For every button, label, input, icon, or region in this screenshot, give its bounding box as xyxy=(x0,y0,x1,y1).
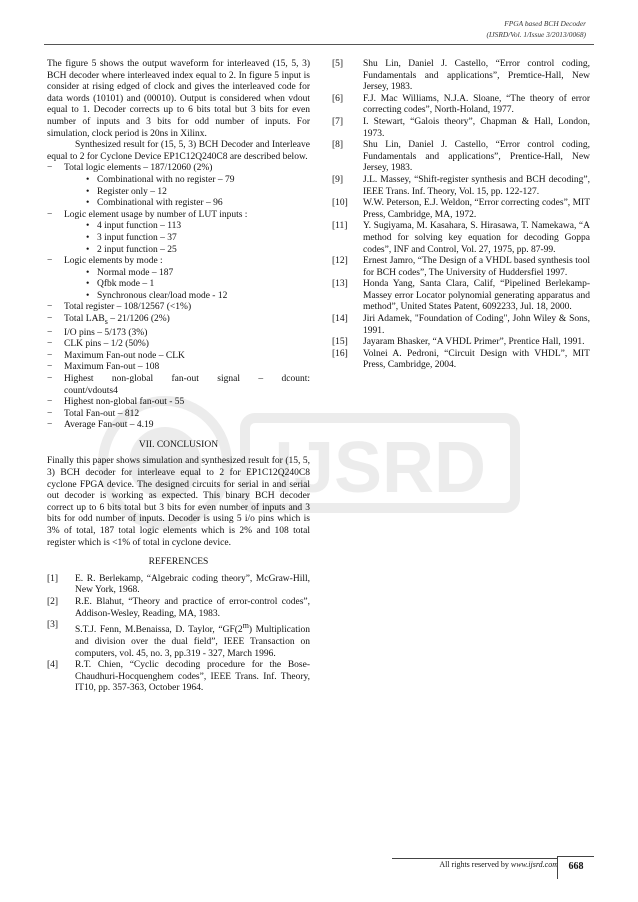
reference-number: [3] xyxy=(47,620,59,631)
reference-text: Shu Lin, Daniel J. Castello, “Error control coding, Fundamentals and applications”, Prentice-Hall, New Jersey, 1983. xyxy=(363,140,590,174)
reference-item xyxy=(47,597,310,620)
svg-text:IJSRD: IJSRD xyxy=(273,428,487,508)
result-item xyxy=(47,256,310,268)
dash-marker: − xyxy=(47,420,53,431)
reference-text xyxy=(75,621,310,659)
reference-item xyxy=(332,175,590,198)
bullet-marker: • xyxy=(86,221,90,232)
journal-website-link[interactable]: www.ijsrd.com xyxy=(510,860,558,869)
sub-result-item xyxy=(47,279,310,291)
result-text: Total logic elements – 187/12060 (2%) xyxy=(64,163,213,174)
dash-marker: − xyxy=(47,339,53,350)
reference-number: [9] xyxy=(332,174,344,185)
result-text: Total register – 108/12567 (<1%) xyxy=(64,302,192,313)
result-item xyxy=(47,163,310,175)
superscript-m: m xyxy=(242,621,249,631)
dash-marker: − xyxy=(47,350,53,361)
reference-text: Ernest Jamro, “The Design of a VHDL based synthesis tool for BCH codes”, The University of Huddersfiel 1997. xyxy=(363,256,590,278)
result-text: Highest non-global fan-out signal – dcount: xyxy=(64,373,310,384)
lut-subitems xyxy=(47,221,310,256)
conclusion-paragraph: Finally this paper shows simulation and synthesized result for (15, 5, 3) BCH decoder for interleave equal to 2 for EP1C12Q240C8 cyclone FPGA device. The designed circuits for serial in and serial out decoder is working as expected. This binary BCH decoder correct up to 6 bits total but 3 bits for even number of inputs and 3 bits for odd number of inputs. Decoder is using 5 i/o pins which is 3% of total, 187 total logic elements which is 2% and 108 total register which is <1% of total in cyclone device. xyxy=(47,456,310,548)
result-text: Total Fan-out – 812 xyxy=(64,408,140,419)
lab-value: – 21/1206 (2%) xyxy=(107,314,170,325)
bullet-marker: • xyxy=(86,174,90,185)
sub-result-text: 3 input function – 37 xyxy=(97,232,177,243)
references-list-continued xyxy=(332,59,590,372)
sub-result-text: Register only – 12 xyxy=(97,186,167,197)
reference-text: R.T. Chien, “Cyclic decoding procedure for the Bose-Chaudhuri-Hocquenghem codes”, IEEE Trans. Inf. Theory, IT10, pp. 357-363, October 1964. xyxy=(75,660,310,694)
bullet-marker: • xyxy=(86,290,90,301)
reference-item xyxy=(332,140,590,175)
reference-number: [12] xyxy=(332,256,348,267)
reference-text: Shu Lin, Daniel J. Castello, “Error control coding, Fundamentals and applications”, Premtice-Hall, New Jersey, 1983. xyxy=(363,59,590,93)
reference-item xyxy=(47,574,310,597)
references-heading: REFERENCES xyxy=(148,557,209,568)
bullet-marker: • xyxy=(86,198,90,209)
sub-result-item xyxy=(47,175,310,187)
sub-result-item xyxy=(47,198,310,210)
left-column xyxy=(47,59,310,695)
reference-text: F.J. Mac Williams, N.J.A. Sloane, “The theory of error correcting codes”, North-Holand, 1977. xyxy=(363,93,590,116)
sub-result-item xyxy=(47,221,310,233)
sub-result-text: Normal mode – 187 xyxy=(97,267,174,278)
result-item xyxy=(47,314,310,327)
sub-result-text: Combinational with register – 96 xyxy=(97,198,223,209)
reference-text: Jayaram Bhasker, “A VHDL Primer”, Prentice Hall, 1991. xyxy=(363,337,585,348)
reference-text: Jiri Adamek, "Foundation of Coding", John Wiley & Sons, 1991. xyxy=(363,314,590,336)
result-text: CLK pins – 1/2 (50%) xyxy=(64,339,149,350)
result-item xyxy=(47,397,310,409)
lab-subscript: s xyxy=(104,316,108,326)
dash-marker: − xyxy=(47,397,53,408)
result-item xyxy=(47,328,310,340)
reference-item xyxy=(47,620,310,660)
reference-text: Y. Sugiyama, M. Kasahara, S. Hirasawa, T. Namekawa, “A method for solving key equation for decoding Goppa codes”, INF and Control, Vol. 27, 1975, pp. 87-99. xyxy=(363,221,590,255)
reference-text: I. Stewart, “Galois theory”, Chapman & Hall, London, 1973. xyxy=(363,116,590,139)
reference-text: R.E. Blahut, “Theory and practice of error-control codes”, Addison-Wesley, Reading, MA, 1983. xyxy=(75,597,310,619)
dash-marker: − xyxy=(47,408,53,419)
result-item xyxy=(47,351,310,363)
result-text-continued: count/vdouts4 xyxy=(64,385,118,396)
reference-item xyxy=(47,660,310,695)
header-rule xyxy=(44,44,594,45)
reference-number: [7] xyxy=(332,116,344,127)
bullet-marker: • xyxy=(86,267,90,278)
synthesis-intro-paragraph: Synthesized result for (15, 5, 3) BCH Decoder and Interleave equal to 2 for Cyclone Device EP1C12Q240C8 are described below. xyxy=(47,140,310,162)
reference-item xyxy=(332,221,590,256)
lab-label: Total LAB xyxy=(64,314,105,325)
mode-subitems xyxy=(47,268,310,303)
sub-result-item xyxy=(47,233,310,245)
result-text: Maximum Fan-out – 108 xyxy=(64,362,160,373)
bullet-marker: • xyxy=(86,279,90,290)
reference-item xyxy=(332,314,590,337)
result-text: Logic element usage by number of LUT inputs : xyxy=(64,209,248,220)
conclusion-heading: VII. CONCLUSION xyxy=(138,439,219,450)
reference-number: [14] xyxy=(332,314,348,325)
reference-number: [4] xyxy=(47,660,59,671)
bullet-marker: • xyxy=(86,186,90,197)
reference-item xyxy=(332,279,590,314)
reference-text: Volnei A. Pedroni, “Circuit Design with VHDL”, MIT Press, Cambridge, 2004. xyxy=(363,348,590,371)
reference-number: [11] xyxy=(332,221,348,232)
reference-text-part: S.T.J. Fenn, M.Benaissa, D. Taylor, “GF(2 xyxy=(75,625,243,636)
footer-rights xyxy=(392,860,558,870)
reference-text: Honda Yang, Santa Clara, Calif, “Pipelined Berlekamp-Massey error Locator polynomial generating apparatus and method”, United States Patent, 6092233, Jul. 18, 2000. xyxy=(363,279,590,313)
result-item xyxy=(47,374,310,397)
sub-result-text: Qfbk mode – 1 xyxy=(97,279,155,290)
reference-item xyxy=(332,337,590,349)
running-header xyxy=(486,18,586,40)
reference-number: [15] xyxy=(332,337,348,348)
result-text: Logic elements by mode : xyxy=(64,256,163,267)
sub-result-text: 4 input function – 113 xyxy=(97,221,182,232)
dash-marker: − xyxy=(47,327,53,338)
result-item xyxy=(47,339,310,351)
result-text: Average Fan-out – 4.19 xyxy=(64,420,154,431)
reference-text-part: ) Multiplication and division over the dual field”, IEEE Transaction on computers, vol. 45, no. 3, pp.319 - 327, March 1996. xyxy=(75,625,310,659)
reference-number: [10] xyxy=(332,198,348,209)
result-text xyxy=(64,314,170,324)
header-volume: (IJSRD/Vol. 1/Issue 3/2013/0068) xyxy=(486,30,586,39)
waveform-paragraph: The figure 5 shows the output waveform for interleaved (15, 5, 3) BCH decoder where interleaved index equal to 2. In figure 5 input is consider at rising edged of clock and gives the interleaved code for data words (10101) and (00010). Output is considered when vdout equal to 1. Decoder corrects up to 6 bits total but 3 bits for even number of inputs and 3 bits for odd number of inputs. For simulation, clock period is 20ns in Xilinx. xyxy=(47,59,310,139)
result-item xyxy=(47,362,310,374)
dash-marker: − xyxy=(47,302,53,313)
result-text: Highest non-global fan-out - 55 xyxy=(64,397,185,408)
sub-result-text: Synchronous clear/load mode - 12 xyxy=(97,290,228,301)
dash-marker: − xyxy=(47,256,53,267)
reference-number: [1] xyxy=(47,573,59,584)
result-item xyxy=(47,302,310,314)
result-text: Maximum Fan-out node – CLK xyxy=(64,350,185,361)
result-item xyxy=(47,409,310,421)
sub-result-text: Combinational with no register – 79 xyxy=(97,174,235,185)
page-number: 668 xyxy=(557,856,594,879)
reference-item xyxy=(332,117,590,140)
sub-result-item xyxy=(47,245,310,257)
result-item xyxy=(47,420,310,432)
reference-number: [8] xyxy=(332,140,344,151)
reference-number: [2] xyxy=(47,597,59,608)
sub-result-text: 2 input function – 25 xyxy=(97,244,177,255)
footer-rule xyxy=(392,858,558,859)
reference-number: [13] xyxy=(332,279,348,290)
reference-number: [5] xyxy=(332,59,344,69)
reference-number: [6] xyxy=(332,93,344,104)
header-title: FPGA based BCH Decoder xyxy=(504,19,586,28)
reference-number: [16] xyxy=(332,348,348,359)
sub-result-item xyxy=(47,291,310,303)
bullet-marker: • xyxy=(86,232,90,243)
reference-item xyxy=(332,198,590,221)
result-text: I/O pins – 5/173 (3%) xyxy=(64,327,148,338)
reference-item xyxy=(332,59,590,94)
reference-item xyxy=(332,256,590,279)
dash-marker: − xyxy=(47,362,53,373)
reference-text: E. R. Berlekamp, “Algebraic coding theory”, McGraw-Hill, New York, 1968. xyxy=(75,573,310,596)
sub-result-item xyxy=(47,268,310,280)
logic-subitems xyxy=(47,175,310,210)
result-item xyxy=(47,210,310,222)
dash-marker: − xyxy=(47,163,53,174)
reference-text: J.L. Massey, “Shift-register synthesis and BCH decoding”, IEEE Trans. Inf. Theory, Vol. 15, pp. 122-127. xyxy=(363,174,590,197)
reference-item xyxy=(332,94,590,117)
dash-marker: − xyxy=(47,209,53,220)
reference-text: W.W. Peterson, E.J. Weldon, “Error correcting codes”, MIT Press, Cambridge, MA, 1972. xyxy=(363,198,590,220)
synthesis-results-list xyxy=(47,163,310,432)
reference-item xyxy=(332,349,590,372)
dash-marker: − xyxy=(47,314,53,325)
dash-marker: − xyxy=(47,373,53,384)
rights-text: All rights reserved by xyxy=(439,860,511,869)
sub-result-item xyxy=(47,187,310,199)
references-list xyxy=(47,574,310,695)
bullet-marker: • xyxy=(86,244,90,255)
right-column xyxy=(332,59,590,372)
